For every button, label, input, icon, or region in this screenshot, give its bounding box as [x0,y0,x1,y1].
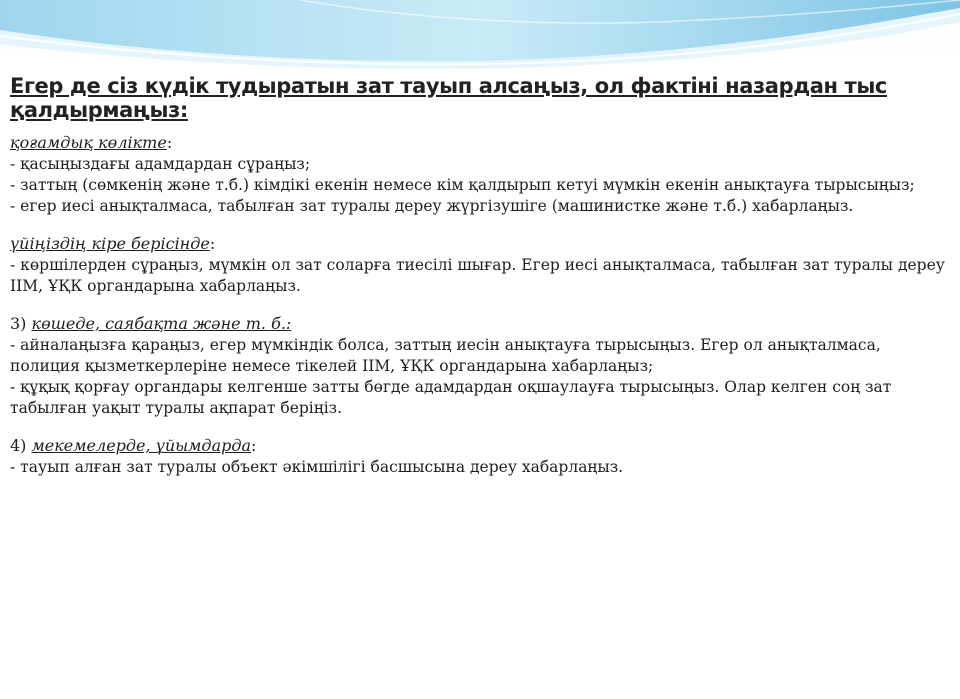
header-wave-decoration [0,0,960,72]
section-heading [10,435,950,457]
section-heading-suffix: : [166,133,173,152]
list-item: - егер иесі анықталмаса, табылған зат туралы дереу жүргізушіге (машинистке және т.б.) хабарлаңыз. [10,197,854,215]
section-heading-suffix: : [209,234,216,253]
section-heading-label: мекемелерде, ұйымдарда [31,436,252,455]
section-heading [10,233,950,255]
list-item: - заттың (сөмкенің және т.б.) кімдікі екенін немесе кім қалдырып кетуі мүмкін екенін анықтауға тырысыңыз; [10,176,915,194]
section-heading-prefix: 3) [10,314,32,333]
document-body [10,74,950,494]
list-item: - айналаңызға қараңыз, егер мүмкіндік болса, заттың иесін анықтауға тырысыңыз. Егер ол анықталмаса, полиция қызметкерлеріне немесе тікелей ІІМ, ҰҚК органдарына хабарлаңыз; [10,336,881,375]
section-heading-label: көшеде, саябақта және т. б.: [31,314,292,333]
section-heading-label: қоғамдық көлікте [10,133,167,152]
section-heading-label: үйіңіздің кіре берісінде [10,234,210,253]
section-heading [10,132,950,154]
section-public-transport [10,132,950,217]
section-institutions [10,435,950,478]
section-building-entrance [10,233,950,297]
section-street-park [10,313,950,419]
section-heading-suffix: : [251,436,257,455]
list-item: - қасыңыздағы адамдардан сұраңыз; [10,155,311,173]
list-item: - құқық қорғау органдары келгенше затты бөгде адамдардан оқшаулауға тырысыңыз. Олар келген соң зат табылған уақыт туралы ақпарат беріңіз. [10,378,892,417]
page-title: Егер де сіз күдік тудыратын зат тауып алсаңыз, ол фактіні назардан тыс қалдырмаңыз: [10,74,887,122]
list-item: - тауып алған зат туралы объект әкімшілігі басшысына дереу хабарлаңыз. [10,458,624,476]
section-heading [10,313,950,335]
list-item: - көршілерден сұраңыз, мүмкін ол зат соларға тиесілі шығар. Егер иесі анықталмаса, табылған зат туралы дереу ІІМ, ҰҚК органдарына хабарлаңыз. [10,256,945,295]
section-heading-prefix: 4) [10,436,32,455]
